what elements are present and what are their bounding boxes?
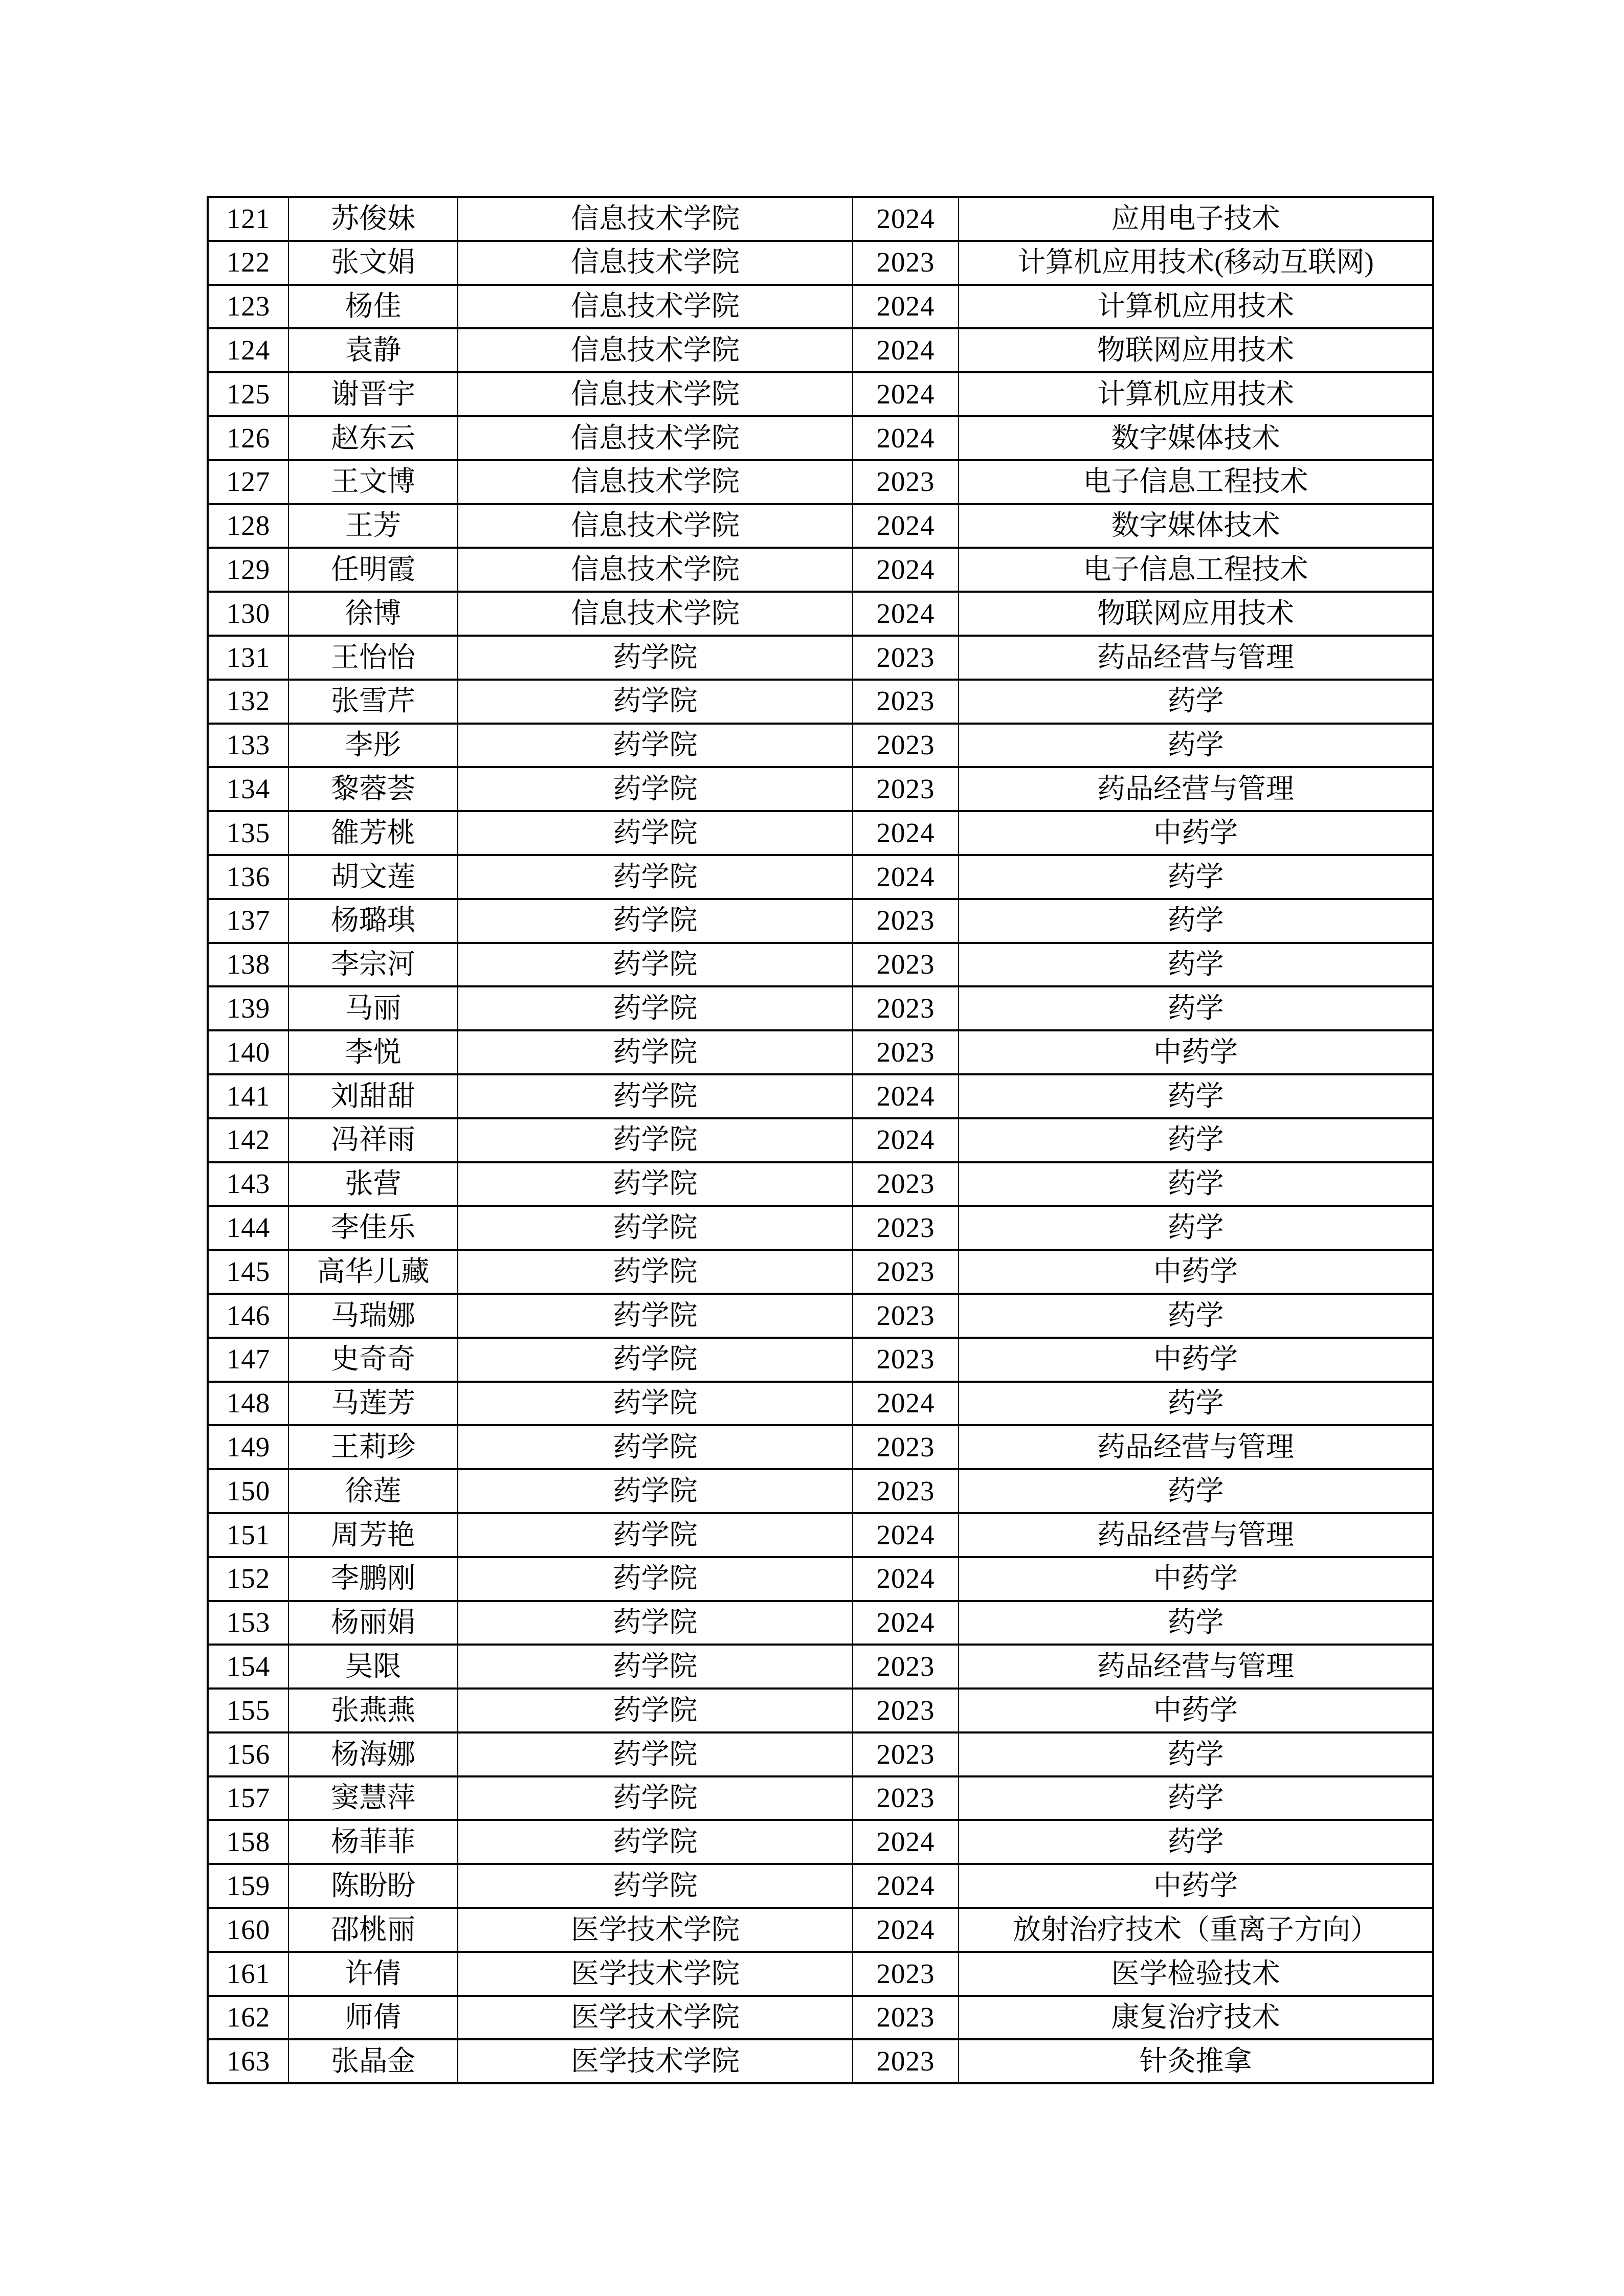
cell-student-name: 苏俊妹 <box>288 197 458 241</box>
cell-college: 信息技术学院 <box>458 416 853 460</box>
cell-student-name: 杨菲菲 <box>288 1820 458 1864</box>
cell-enrollment-year: 2023 <box>853 460 959 504</box>
cell-major: 药学 <box>959 1820 1433 1864</box>
table-row <box>208 986 1433 1030</box>
table-row <box>208 328 1433 372</box>
cell-student-name: 杨丽娟 <box>288 1601 458 1645</box>
cell-enrollment-year: 2023 <box>853 1294 959 1338</box>
cell-enrollment-year: 2024 <box>853 548 959 592</box>
table-row <box>208 1996 1433 2040</box>
cell-college: 信息技术学院 <box>458 241 853 285</box>
cell-row-number: 158 <box>208 1820 288 1864</box>
cell-major: 药学 <box>959 1382 1433 1426</box>
cell-college: 信息技术学院 <box>458 548 853 592</box>
cell-row-number: 139 <box>208 986 288 1030</box>
cell-college: 药学院 <box>458 943 853 987</box>
cell-major: 计算机应用技术(移动互联网) <box>959 241 1433 285</box>
cell-row-number: 154 <box>208 1645 288 1689</box>
cell-major: 中药学 <box>959 1689 1433 1732</box>
cell-college: 医学技术学院 <box>458 1908 853 1952</box>
cell-enrollment-year: 2023 <box>853 1030 959 1074</box>
cell-row-number: 142 <box>208 1118 288 1162</box>
cell-enrollment-year: 2023 <box>853 1338 959 1382</box>
table-row <box>208 1820 1433 1864</box>
table-row <box>208 1425 1433 1469</box>
table-row <box>208 943 1433 987</box>
cell-row-number: 160 <box>208 1908 288 1952</box>
cell-major: 中药学 <box>959 1557 1433 1601</box>
cell-student-name: 雒芳桃 <box>288 811 458 855</box>
cell-student-name: 张营 <box>288 1162 458 1206</box>
cell-row-number: 126 <box>208 416 288 460</box>
table-row <box>208 1030 1433 1074</box>
cell-student-name: 李佳乐 <box>288 1206 458 1250</box>
cell-college: 药学院 <box>458 1250 853 1294</box>
cell-student-name: 杨璐琪 <box>288 899 458 943</box>
cell-row-number: 157 <box>208 1776 288 1820</box>
cell-row-number: 159 <box>208 1864 288 1908</box>
table-row <box>208 548 1433 592</box>
cell-major: 药学 <box>959 1732 1433 1776</box>
cell-college: 药学院 <box>458 899 853 943</box>
cell-student-name: 师倩 <box>288 1996 458 2040</box>
cell-college: 信息技术学院 <box>458 197 853 241</box>
cell-enrollment-year: 2023 <box>853 1689 959 1732</box>
cell-college: 药学院 <box>458 1425 853 1469</box>
table-row <box>208 1908 1433 1952</box>
cell-major: 数字媒体技术 <box>959 416 1433 460</box>
cell-enrollment-year: 2023 <box>853 1162 959 1206</box>
table-row <box>208 197 1433 241</box>
cell-major: 药学 <box>959 1206 1433 1250</box>
cell-student-name: 吴限 <box>288 1645 458 1689</box>
cell-college: 药学院 <box>458 1820 853 1864</box>
table-row <box>208 1294 1433 1338</box>
cell-row-number: 161 <box>208 1952 288 1996</box>
cell-row-number: 136 <box>208 855 288 899</box>
cell-row-number: 141 <box>208 1074 288 1118</box>
cell-major: 数字媒体技术 <box>959 504 1433 548</box>
cell-row-number: 152 <box>208 1557 288 1601</box>
cell-college: 信息技术学院 <box>458 372 853 416</box>
cell-student-name: 刘甜甜 <box>288 1074 458 1118</box>
cell-college: 药学院 <box>458 1732 853 1776</box>
cell-student-name: 李宗河 <box>288 943 458 987</box>
cell-college: 药学院 <box>458 855 853 899</box>
cell-row-number: 134 <box>208 767 288 811</box>
cell-row-number: 144 <box>208 1206 288 1250</box>
cell-major: 药学 <box>959 1469 1433 1513</box>
table-row <box>208 1864 1433 1908</box>
cell-enrollment-year: 2023 <box>853 724 959 768</box>
cell-college: 药学院 <box>458 1206 853 1250</box>
table-row <box>208 1601 1433 1645</box>
cell-college: 药学院 <box>458 680 853 724</box>
cell-student-name: 李鹏刚 <box>288 1557 458 1601</box>
cell-row-number: 122 <box>208 241 288 285</box>
cell-major: 中药学 <box>959 1030 1433 1074</box>
cell-row-number: 150 <box>208 1469 288 1513</box>
cell-college: 药学院 <box>458 1294 853 1338</box>
cell-student-name: 冯祥雨 <box>288 1118 458 1162</box>
cell-enrollment-year: 2024 <box>853 1074 959 1118</box>
cell-enrollment-year: 2024 <box>853 328 959 372</box>
table-row <box>208 767 1433 811</box>
cell-major: 电子信息工程技术 <box>959 548 1433 592</box>
cell-major: 药学 <box>959 1118 1433 1162</box>
cell-row-number: 129 <box>208 548 288 592</box>
cell-row-number: 127 <box>208 460 288 504</box>
cell-college: 药学院 <box>458 1118 853 1162</box>
cell-student-name: 袁静 <box>288 328 458 372</box>
table-row <box>208 2039 1433 2083</box>
cell-major: 中药学 <box>959 811 1433 855</box>
table-row <box>208 416 1433 460</box>
cell-major: 中药学 <box>959 1864 1433 1908</box>
cell-major: 药学 <box>959 986 1433 1030</box>
cell-student-name: 周芳艳 <box>288 1513 458 1557</box>
cell-student-name: 陈盼盼 <box>288 1864 458 1908</box>
cell-major: 药品经营与管理 <box>959 1645 1433 1689</box>
cell-enrollment-year: 2024 <box>853 504 959 548</box>
cell-major: 药品经营与管理 <box>959 636 1433 680</box>
cell-student-name: 马丽 <box>288 986 458 1030</box>
cell-student-name: 徐博 <box>288 592 458 636</box>
table-row <box>208 1689 1433 1732</box>
cell-enrollment-year: 2023 <box>853 767 959 811</box>
cell-student-name: 李悦 <box>288 1030 458 1074</box>
cell-row-number: 128 <box>208 504 288 548</box>
cell-row-number: 156 <box>208 1732 288 1776</box>
cell-row-number: 133 <box>208 724 288 768</box>
cell-major: 药学 <box>959 680 1433 724</box>
table-row <box>208 1469 1433 1513</box>
cell-enrollment-year: 2023 <box>853 943 959 987</box>
cell-student-name: 谢晋宇 <box>288 372 458 416</box>
cell-major: 应用电子技术 <box>959 197 1433 241</box>
cell-enrollment-year: 2023 <box>853 1425 959 1469</box>
cell-student-name: 胡文莲 <box>288 855 458 899</box>
cell-enrollment-year: 2023 <box>853 1952 959 1996</box>
student-roster-table <box>207 196 1434 2084</box>
cell-major: 计算机应用技术 <box>959 372 1433 416</box>
cell-enrollment-year: 2023 <box>853 1776 959 1820</box>
cell-row-number: 145 <box>208 1250 288 1294</box>
cell-row-number: 137 <box>208 899 288 943</box>
cell-row-number: 146 <box>208 1294 288 1338</box>
table-row <box>208 1513 1433 1557</box>
cell-row-number: 149 <box>208 1425 288 1469</box>
cell-enrollment-year: 2024 <box>853 1557 959 1601</box>
cell-college: 信息技术学院 <box>458 460 853 504</box>
cell-row-number: 148 <box>208 1382 288 1426</box>
cell-major: 药品经营与管理 <box>959 1513 1433 1557</box>
cell-major: 药品经营与管理 <box>959 767 1433 811</box>
cell-college: 药学院 <box>458 1469 853 1513</box>
cell-student-name: 王莉珍 <box>288 1425 458 1469</box>
table-row <box>208 680 1433 724</box>
cell-major: 电子信息工程技术 <box>959 460 1433 504</box>
cell-major: 中药学 <box>959 1250 1433 1294</box>
cell-student-name: 史奇奇 <box>288 1338 458 1382</box>
cell-student-name: 窦慧萍 <box>288 1776 458 1820</box>
cell-college: 药学院 <box>458 986 853 1030</box>
cell-row-number: 124 <box>208 328 288 372</box>
cell-enrollment-year: 2023 <box>853 1206 959 1250</box>
table-row <box>208 1118 1433 1162</box>
cell-college: 药学院 <box>458 1776 853 1820</box>
table-row <box>208 504 1433 548</box>
cell-row-number: 163 <box>208 2039 288 2083</box>
cell-college: 药学院 <box>458 1382 853 1426</box>
cell-student-name: 任明霞 <box>288 548 458 592</box>
table-row <box>208 1645 1433 1689</box>
cell-row-number: 153 <box>208 1601 288 1645</box>
cell-student-name: 马瑞娜 <box>288 1294 458 1338</box>
cell-major: 药学 <box>959 855 1433 899</box>
cell-enrollment-year: 2023 <box>853 1645 959 1689</box>
cell-enrollment-year: 2024 <box>853 592 959 636</box>
table-row <box>208 1557 1433 1601</box>
cell-college: 医学技术学院 <box>458 1952 853 1996</box>
table-row <box>208 1952 1433 1996</box>
cell-student-name: 杨海娜 <box>288 1732 458 1776</box>
cell-college: 信息技术学院 <box>458 328 853 372</box>
cell-college: 药学院 <box>458 1557 853 1601</box>
cell-enrollment-year: 2024 <box>853 1820 959 1864</box>
table-row <box>208 372 1433 416</box>
cell-college: 药学院 <box>458 1689 853 1732</box>
cell-row-number: 132 <box>208 680 288 724</box>
cell-major: 药学 <box>959 1162 1433 1206</box>
cell-major: 药学 <box>959 1294 1433 1338</box>
cell-enrollment-year: 2023 <box>853 899 959 943</box>
cell-student-name: 黎蓉荟 <box>288 767 458 811</box>
cell-enrollment-year: 2023 <box>853 636 959 680</box>
cell-enrollment-year: 2024 <box>853 855 959 899</box>
cell-enrollment-year: 2024 <box>853 1908 959 1952</box>
cell-student-name: 马莲芳 <box>288 1382 458 1426</box>
table-row <box>208 460 1433 504</box>
cell-college: 药学院 <box>458 724 853 768</box>
cell-enrollment-year: 2023 <box>853 1250 959 1294</box>
cell-row-number: 155 <box>208 1689 288 1732</box>
cell-major: 药学 <box>959 1074 1433 1118</box>
cell-major: 药学 <box>959 1601 1433 1645</box>
cell-enrollment-year: 2024 <box>853 285 959 329</box>
table-row <box>208 855 1433 899</box>
cell-college: 信息技术学院 <box>458 285 853 329</box>
cell-college: 药学院 <box>458 636 853 680</box>
table-row <box>208 592 1433 636</box>
cell-major: 计算机应用技术 <box>959 285 1433 329</box>
cell-enrollment-year: 2023 <box>853 1732 959 1776</box>
table-row <box>208 241 1433 285</box>
table-row <box>208 811 1433 855</box>
cell-student-name: 王芳 <box>288 504 458 548</box>
cell-student-name: 王怡怡 <box>288 636 458 680</box>
cell-student-name: 高华儿藏 <box>288 1250 458 1294</box>
cell-major: 物联网应用技术 <box>959 592 1433 636</box>
cell-college: 药学院 <box>458 1030 853 1074</box>
cell-enrollment-year: 2024 <box>853 1118 959 1162</box>
cell-enrollment-year: 2023 <box>853 986 959 1030</box>
table-row <box>208 1382 1433 1426</box>
cell-college: 药学院 <box>458 1338 853 1382</box>
cell-major: 药学 <box>959 943 1433 987</box>
cell-row-number: 135 <box>208 811 288 855</box>
cell-row-number: 138 <box>208 943 288 987</box>
table-row <box>208 1206 1433 1250</box>
cell-row-number: 151 <box>208 1513 288 1557</box>
cell-major: 放射治疗技术（重离子方向） <box>959 1908 1433 1952</box>
table-row <box>208 1338 1433 1382</box>
cell-enrollment-year: 2024 <box>853 372 959 416</box>
cell-student-name: 李彤 <box>288 724 458 768</box>
cell-college: 医学技术学院 <box>458 1996 853 2040</box>
cell-college: 信息技术学院 <box>458 504 853 548</box>
cell-enrollment-year: 2023 <box>853 241 959 285</box>
cell-row-number: 130 <box>208 592 288 636</box>
cell-enrollment-year: 2024 <box>853 416 959 460</box>
cell-row-number: 162 <box>208 1996 288 2040</box>
table-row <box>208 724 1433 768</box>
cell-college: 医学技术学院 <box>458 2039 853 2083</box>
table-row <box>208 1732 1433 1776</box>
table-row <box>208 1074 1433 1118</box>
cell-enrollment-year: 2023 <box>853 1469 959 1513</box>
cell-major: 康复治疗技术 <box>959 1996 1433 2040</box>
cell-enrollment-year: 2024 <box>853 197 959 241</box>
cell-enrollment-year: 2023 <box>853 680 959 724</box>
cell-enrollment-year: 2024 <box>853 811 959 855</box>
cell-row-number: 140 <box>208 1030 288 1074</box>
cell-college: 药学院 <box>458 1601 853 1645</box>
cell-row-number: 125 <box>208 372 288 416</box>
cell-major: 物联网应用技术 <box>959 328 1433 372</box>
cell-college: 药学院 <box>458 1864 853 1908</box>
cell-college: 药学院 <box>458 767 853 811</box>
cell-enrollment-year: 2023 <box>853 1996 959 2040</box>
cell-major: 药学 <box>959 1776 1433 1820</box>
cell-student-name: 赵东云 <box>288 416 458 460</box>
cell-college: 药学院 <box>458 1513 853 1557</box>
cell-student-name: 张雪芹 <box>288 680 458 724</box>
table-row <box>208 636 1433 680</box>
cell-major: 针灸推拿 <box>959 2039 1433 2083</box>
cell-major: 药学 <box>959 899 1433 943</box>
table-row <box>208 1776 1433 1820</box>
cell-enrollment-year: 2023 <box>853 2039 959 2083</box>
cell-student-name: 张晶金 <box>288 2039 458 2083</box>
cell-college: 信息技术学院 <box>458 592 853 636</box>
cell-major: 医学检验技术 <box>959 1952 1433 1996</box>
cell-college: 药学院 <box>458 1074 853 1118</box>
cell-enrollment-year: 2024 <box>853 1513 959 1557</box>
cell-major: 中药学 <box>959 1338 1433 1382</box>
cell-major: 药品经营与管理 <box>959 1425 1433 1469</box>
cell-enrollment-year: 2024 <box>853 1382 959 1426</box>
cell-student-name: 杨佳 <box>288 285 458 329</box>
table-row <box>208 285 1433 329</box>
cell-row-number: 143 <box>208 1162 288 1206</box>
table-row <box>208 899 1433 943</box>
cell-student-name: 邵桃丽 <box>288 1908 458 1952</box>
table-row <box>208 1250 1433 1294</box>
cell-student-name: 王文博 <box>288 460 458 504</box>
cell-student-name: 张文娟 <box>288 241 458 285</box>
cell-student-name: 许倩 <box>288 1952 458 1996</box>
cell-college: 药学院 <box>458 1645 853 1689</box>
cell-college: 药学院 <box>458 811 853 855</box>
cell-row-number: 131 <box>208 636 288 680</box>
cell-enrollment-year: 2024 <box>853 1864 959 1908</box>
cell-enrollment-year: 2024 <box>853 1601 959 1645</box>
table-row <box>208 1162 1433 1206</box>
cell-major: 药学 <box>959 724 1433 768</box>
cell-college: 药学院 <box>458 1162 853 1206</box>
cell-row-number: 147 <box>208 1338 288 1382</box>
cell-student-name: 徐莲 <box>288 1469 458 1513</box>
cell-row-number: 123 <box>208 285 288 329</box>
cell-student-name: 张燕燕 <box>288 1689 458 1732</box>
cell-row-number: 121 <box>208 197 288 241</box>
